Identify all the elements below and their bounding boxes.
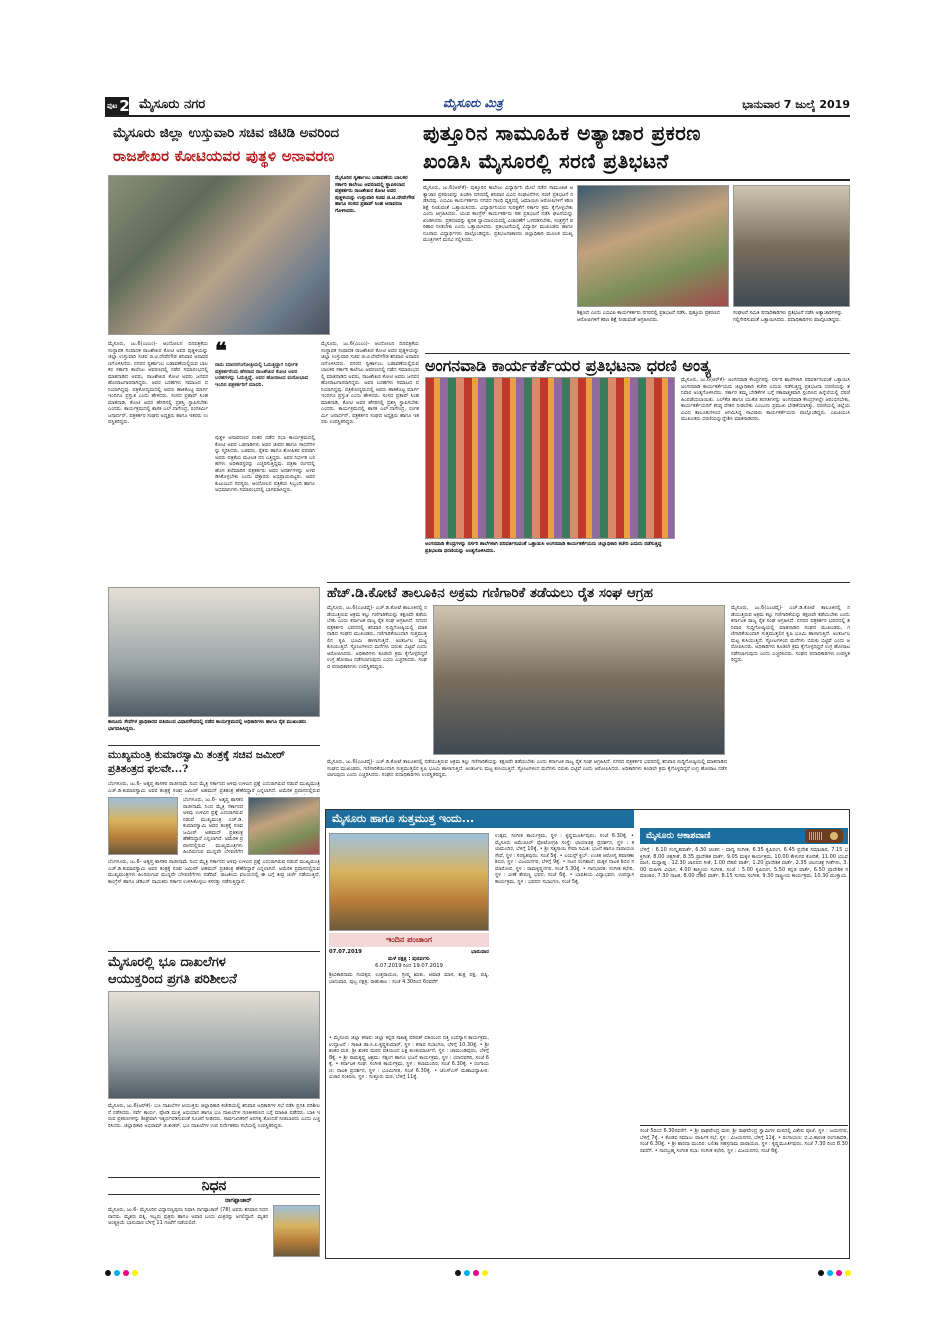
newspaper-page	[105, 95, 850, 1260]
page-number: 2	[119, 97, 130, 115]
anganwadi-protest-photo	[425, 377, 675, 539]
obituary-portrait	[273, 1205, 320, 1257]
registration-marks-right	[818, 1270, 851, 1276]
protest-photo-1	[577, 185, 729, 307]
story5-body-lead: ಬೆಂಗಳೂರು, ಜು.6- ಅತೃಪ್ತ ಶಾಸಕರ ರಾಜೀನಾಮೆ ನಿಂದ ಮೈತ್ರಿ ಸರ್ಕಾರದ ಅಳಿವು ಉಳಿವಿನ ಪ್ರಶ್ನೆ ಎದುರಾಗಿರುವ ನಡುವೆ ಮುಖ್ಯಮಂತ್ರಿ ಎಚ್.ಡಿ.ಕುಮಾರಸ್ವಾಮಿ ಅವರ ತಂತ್ರಕ್ಕೆ ಸಚಿವ ಜಮೀರ್ ಅಹಮದ್ ಪ್ರತಿತಂತ್ರ ಹೆಣೆದಿದ್ದಾರೆ ಎನ್ನಲಾಗಿದೆ. ಅಮೆರಿಕ ಪ್ರವಾಸದಲ್ಲಿರುವ	[108, 781, 320, 794]
page-number-tag	[105, 97, 129, 115]
story4-photo-caption: ಕಾನೂನು ಸೇವೆಗಳ ಪ್ರಾಧಿಕಾರದ ವತಿಯಿಂದ ವಿಧಾನಸೌಧದಲ್ಲಿ ನಡೆದ ಕಾರ್ಯಕ್ರಮದಲ್ಲಿ ಅಧಿಕಾರಿಗಳು ಹಾಗೂ ರೈತ ಮುಖಂಡರು ಭಾಗವಹಿಸಿದ್ದರು.	[108, 719, 307, 732]
story4-body-col3: ಮೈಸೂರು, ಜು.6(ಎಂಟಿವೈ)- ಎಚ್.ಡಿ.ಕೋಟೆ ತಾಲೂಕಿನಲ್ಲಿ ನಡೆಯುತ್ತಿರುವ ಅಕ್ರಮ ಕಲ್ಲು ಗಣಿಗಾರಿಕೆಯನ್ನು ತಕ್ಷಣವೇ ತಡೆಯಬೇಕು ಎಂದು ಕರ್ನಾಟಕ ರಾಜ್ಯ ರೈತ ಸಂಘ ಆಗ್ರಹಿಸಿದೆ. ನಗರದ ಪತ್ರಕರ್ತರ ಭವನದಲ್ಲಿ ಶನಿವಾರ ಸುದ್ದಿಗೋಷ್ಠಿಯಲ್ಲಿ ಮಾತನಾಡಿದ ಸಂಘದ ಮುಖಂಡರು, ಗಣಿಗಾರಿಕೆಯಿಂದಾಗಿ ಸುತ್ತಮುತ್ತಲಿನ ಕೃಷಿ ಭೂಮಿ ಹಾಳಾಗುತ್ತಿದೆ. ಅಂತರ್ಜಲ ಮಟ್ಟ ಕುಸಿಯುತ್ತಿದೆ. ಸ್ಫೋಟಗಳಿಂದ ಮನೆಗಳು ಬಿರುಕು ಬಿಟ್ಟಿವೆ ಎಂದು ಆರೋಪಿಸಿದರು. ಅಧಿಕಾರಿಗಳು ಕೂಡಲೇ ಕ್ರಮ ಕೈಗೊಳ್ಳದಿದ್ದರೆ ಉಗ್ರ ಹೋರಾಟ ನಡೆಸಲಾಗುವುದು ಎಂದು ಎಚ್ಚರಿಸಿದರು. ಸಂಘದ ಪದಾಧಿಕಾರಿಗಳು ಉಪಸ್ಥಿತರಿದ್ದರು.	[327, 759, 727, 778]
minister-photo-2	[248, 797, 320, 855]
story1-pull-quote	[215, 338, 315, 431]
obituary-headline: ನಿಧನ	[108, 1177, 320, 1195]
obituary-body: ಮೈಸೂರು, ಜು.6- ಮೈಸೂರಿನ ವಿದ್ಯಾರಣ್ಯಪುರಂ ನಿವಾಸಿ ನಾಗಪ್ಪಾಚಾರ್ (78) ಅವರು ಶನಿವಾರ ನಿಧನರಾದರು. ಮೃತರು ಪತ್ನಿ, ಇಬ್ಬರು ಪುತ್ರರು ಹಾಗೂ ಅಪಾರ ಬಂಧು ಮಿತ್ರರನ್ನು ಅಗಲಿದ್ದಾರೆ. ಮೃತರ ಅಂತ್ಯಕ್ರಿಯೆ ಭಾನುವಾರ ಬೆಳಿಗ್ಗೆ 11 ಗಂಟೆಗೆ ನಡೆಯಲಿದೆ.	[108, 1207, 268, 1226]
story4-body-col2: ಮೈಸೂರು, ಜು.6(ಎಂಟಿವೈ)- ಎಚ್.ಡಿ.ಕೋಟೆ ತಾಲೂಕಿನಲ್ಲಿ ನಡೆಯುತ್ತಿರುವ ಅಕ್ರಮ ಕಲ್ಲು ಗಣಿಗಾರಿಕೆಯನ್ನು ತಕ್ಷಣವೇ ತಡೆಯಬೇಕು ಎಂದು ಕರ್ನಾಟಕ ರಾಜ್ಯ ರೈತ ಸಂಘ ಆಗ್ರಹಿಸಿದೆ. ನಗರದ ಪತ್ರಕರ್ತರ ಭವನದಲ್ಲಿ ಶನಿವಾರ ಸುದ್ದಿಗೋಷ್ಠಿಯಲ್ಲಿ ಮಾತನಾಡಿದ ಸಂಘದ ಮುಖಂಡರು, ಗಣಿಗಾರಿಕೆಯಿಂದಾಗಿ ಸುತ್ತಮುತ್ತಲಿನ ಕೃಷಿ ಭೂಮಿ ಹಾಳಾಗುತ್ತಿದೆ. ಅಂತರ್ಜಲ ಮಟ್ಟ ಕುಸಿಯುತ್ತಿದೆ. ಸ್ಫೋಟಗಳಿಂದ ಮನೆಗಳು ಬಿರುಕು ಬಿಟ್ಟಿವೆ ಎಂದು ಆರೋಪಿಸಿದರು. ಅಧಿಕಾರಿಗಳು ಕೂಡಲೇ ಕ್ರಮ ಕೈಗೊಳ್ಳದಿದ್ದರೆ ಉಗ್ರ ಹೋರಾಟ ನಡೆಸಲಾಗುವುದು ಎಂದು ಎಚ್ಚರಿಸಿದರು. ಸಂಘದ ಪದಾಧಿಕಾರಿಗಳು ಉಪಸ್ಥಿತರಿದ್ದರು.	[731, 605, 850, 663]
date-line: ಭಾನುವಾರ 7 ಜುಲೈ 2019	[742, 98, 850, 111]
story6-headline-1: ಮೈಸೂರಲ್ಲಿ ಭೂ ದಾಖಲೆಗಳ	[108, 955, 226, 970]
events-col1: • ಮೈಸೂರು ಜಿಲ್ಲಾ ಕಸಾಪ: ಜಿಲ್ಲಾ ಕನ್ನಡ ಸಾಹಿತ್ಯ ಪರಿಷತ್ ವತಿಯಿಂದ ದತ್ತಿ ಉಪನ್ಯಾಸ ಕಾರ್ಯಕ್ರಮ, ಉದ್ಘಾಟನೆ : ಸಾಹಿತಿ ಡಾ.ಸಿ.ಪಿ.ಕೃಷ್ಣಕುಮಾರ್, ಸ್ಥಳ : ಕಸಾಪ ಸಭಾಂಗಣ, ಬೆಳಿಗ್ಗೆ 10.30ಕ್ಕೆ. • ಶ್ರೀ ಶಂಕರ ಮಠ: ಶ್ರೀ ಶಂಕರ ಮಠದ ವತಿಯಿಂದ ಲಕ್ಷ ಕುಂಕುಮಾರ್ಚನೆ, ಸ್ಥಳ : ಚಾಮುಂಡಿಪುರಂ, ಬೆಳಿಗ್ಗೆ 8ಕ್ಕೆ. • ಶ್ರೀ ರಾಮಕೃಷ್ಣ ಆಶ್ರಮ: ಸತ್ಸಂಗ ಹಾಗೂ ಭಜನೆ ಕಾರ್ಯಕ್ರಮ, ಸ್ಥಳ : ಯಾದವಗಿರಿ, ಸಂಜೆ 6ಕ್ಕೆ. • ಕರ್ನಾಟಕ ಸಂಘ: ಸಂಗೀತ ಕಾರ್ಯಕ್ರಮ, ಸ್ಥಳ : ಕಲಾಮಂದಿರ, ಸಂಜೆ 6.30ಕ್ಕೆ. • ರಂಗಾಯಣ: ನಾಟಕ ಪ್ರದರ್ಶನ, ಸ್ಥಳ : ಭೂಮಿಗೀತ, ಸಂಜೆ 6.30ಕ್ಕೆ. • ಜೆಎಸ್‌ಎಸ್ ಮಹಾವಿದ್ಯಾಪೀಠ: ವಿಚಾರ ಸಂಕಿರಣ, ಸ್ಥಳ : ಸುತ್ತೂರು ಮಠ, ಬೆಳಿಗ್ಗೆ 11ಕ್ಕೆ.	[329, 1035, 489, 1080]
events-box-title: ಮೈಸೂರು ಹಾಗೂ ಸುತ್ತಮುತ್ತ ಇಂದು...	[326, 810, 634, 828]
registration-marks-center	[455, 1270, 488, 1276]
minister-photo-1	[108, 797, 178, 855]
page-word: ಪುಟ	[107, 101, 118, 110]
story1-body-col1: ಮೈಸೂರು, ಜು.6(ಎಂಎಂ)- ಆಂದೋಲನ ದಿನಪತ್ರಿಕೆಯ ಸಂಸ್ಥಾಪಕ ಸಂಪಾದಕ ರಾಜಶೇಖರ ಕೋಟಿ ಅವರ ಪುತ್ಥಳಿಯನ್ನು ಜಿಲ್ಲಾ ಉಸ್ತುವಾರಿ ಸಚಿವ ಜಿ.ಟಿ.ದೇವೇಗೌಡ ಶನಿವಾರ ಅನಾವರಣಗೊಳಿಸಿದರು. ನಗರದ ಸ್ವರ್ಣಾಂಬ ಬಡಾವಣೆಯಲ್ಲಿರುವ ಬಾಲಕರ ಸರ್ಕಾರಿ ಕಾಲೇಜು ಆವರಣದಲ್ಲಿ ನಡೆದ ಸಮಾರಂಭದಲ್ಲಿ ಮಾತನಾಡಿದ ಅವರು, ರಾಜಶೇಖರ ಕೋಟಿ ಅವರು ಜನಪರ ಹೋರಾಟಗಾರರಾಗಿದ್ದರು. ಅವರ ಬರಹಗಳು ಸಮಾಜದ ದನಿಯಾಗಿದ್ದವು. ಪತ್ರಿಕೋದ್ಯಮದಲ್ಲಿ ಅವರು ಹಾಕಿಕೊಟ್ಟ ಮಾರ್ಗ ಇಂದಿಗೂ ಪ್ರಸ್ತುತ ಎಂದು ಹೇಳಿದರು. ಸಂಸದ ಪ್ರತಾಪ್ ಸಿಂಹ ಮಾತನಾಡಿ, ಕೋಟಿ ಅವರ ಹೆಸರಿನಲ್ಲಿ ಪ್ರಶಸ್ತಿ ಸ್ಥಾಪಿಸಬೇಕು ಎಂದರು. ಕಾರ್ಯಕ್ರಮದಲ್ಲಿ ಶಾಸಕ ಎಲ್.ನಾಗೇಂದ್ರ, ರಂಗಕರ್ಮಿ ಜನಾರ್ದನ್, ಪತ್ರಕರ್ತರ ಸಂಘದ ಅಧ್ಯಕ್ಷರು ಹಾಗೂ ಇತರರು ಉಪಸ್ಥಿತರಿದ್ದರು.	[108, 341, 208, 425]
panchanga-title: ಇಂದಿನ ಪಂಚಾಂಗ	[329, 933, 489, 947]
story3-body: ಮೈಸೂರು, ಜು.6(ಆರ್‌ಕೆ)- ಅಂಗನವಾಡಿ ಕೇಂದ್ರಗಳನ್ನು ನರ್ಸರಿ ಶಾಲೆಗಳಾಗಿ ಪರಿವರ್ತಿಸುವಂತೆ ಒತ್ತಾಯಿಸಿ ಅಂಗನವಾಡಿ ಕಾರ್ಯಕರ್ತೆಯರು ಜಿಲ್ಲಾಧಿಕಾರಿ ಕಚೇರಿ ಎದುರು ನಡೆಸುತ್ತಿದ್ದ ಪ್ರತಿಭಟನಾ ಧರಣಿಯನ್ನು ಶನಿವಾರ ಅಂತ್ಯಗೊಳಿಸಿದರು. ಸರ್ಕಾರ ತಮ್ಮ ಬೇಡಿಕೆಗಳ ಬಗ್ಗೆ ಸಕಾರಾತ್ಮಕವಾಗಿ ಸ್ಪಂದಿಸಿದ ಹಿನ್ನೆಲೆಯಲ್ಲಿ ಧರಣಿ ಹಿಂಪಡೆಯಲಾಯಿತು. ಎಲ್‌ಕೆಜಿ ಹಾಗೂ ಯುಕೆಜಿ ತರಗತಿಗಳನ್ನು ಅಂಗನವಾಡಿ ಕೇಂದ್ರಗಳಲ್ಲೇ ಆರಂಭಿಸಬೇಕು, ಕಾರ್ಯಕರ್ತೆಯರಿಗೆ ಕನಿಷ್ಠ ವೇತನ ನೀಡಬೇಕು ಎಂಬುದು ಪ್ರಮುಖ ಬೇಡಿಕೆಯಾಗಿತ್ತು. ಧರಣಿಯಲ್ಲಿ ಜಿಲ್ಲೆಯ ವಿವಿಧ ತಾಲೂಕುಗಳಿಂದ ಆಗಮಿಸಿದ್ದ ಸಾವಿರಾರು ಕಾರ್ಯಕರ್ತೆಯರು ಪಾಲ್ಗೊಂಡಿದ್ದರು. ಎಐಟಿಯುಸಿ ಮುಖಂಡರು ಧರಣಿಯನ್ನುದ್ದೇಶಿಸಿ ಮಾತನಾಡಿದರು.	[681, 377, 850, 422]
pull-quote-text: ನಾನು ಮಾನಸಗಂಗೋತ್ರಿಯಲ್ಲಿ ಓದುತ್ತಿದ್ದಾಗ ನಿರ್ಭೀತ ಪತ್ರಕರ್ತರೆಂದು ಹೆಸರಾದ ರಾಜಶೇಖರ ಕೋಟಿ ಅವರ ಬರಹಗಳನ್ನು ಓದುತ್ತಿದ್ದೆ. ಅವರ ಹೋರಾಟದ ಮನೋಭಾವ ಇಂದಿನ ಪತ್ರಕರ್ತರಿಗೆ ಮಾದರಿ.	[215, 362, 309, 388]
story1-headline-2: ರಾಜಶೇಖರ ಕೋಟಿಯವರ ಪುತ್ಥಳಿ ಅನಾವರಣ	[113, 147, 335, 165]
story5-body-mid: ಬೆಂಗಳೂರು, ಜು.6- ಅತೃಪ್ತ ಶಾಸಕರ ರಾಜೀನಾಮೆ ನಿಂದ ಮೈತ್ರಿ ಸರ್ಕಾರದ ಅಳಿವು ಉಳಿವಿನ ಪ್ರಶ್ನೆ ಎದುರಾಗಿರುವ ನಡುವೆ ಮುಖ್ಯಮಂತ್ರಿ ಎಚ್.ಡಿ.ಕುಮಾರಸ್ವಾಮಿ ಅವರ ತಂತ್ರಕ್ಕೆ ಸಚಿವ ಜಮೀರ್ ಅಹಮದ್ ಪ್ರತಿತಂತ್ರ ಹೆಣೆದಿದ್ದಾರೆ ಎನ್ನಲಾಗಿದೆ. ಅಮೆರಿಕ ಪ್ರವಾಸದಲ್ಲಿರುವ ಮುಖ್ಯಮಂತ್ರಿಗಳು ಹಿಂದಿರುಗುವ ಮುನ್ನವೇ ಬೆಳವಣಿಗೆಗ	[183, 797, 243, 855]
story4-headline: ಹೆಚ್.ಡಿ.ಕೋಟೆ ತಾಲೂಕಿನ ಅಕ್ರಮ ಗಣಿಗಾರಿಕೆ ತಡೆಯಲು ರೈತ ಸಂಘ ಆಗ್ರಹ	[327, 582, 850, 601]
land-records-meeting-photo	[108, 991, 320, 1099]
story4-body-col1: ಮೈಸೂರು, ಜು.6(ಎಂಟಿವೈ)- ಎಚ್.ಡಿ.ಕೋಟೆ ತಾಲೂಕಿನಲ್ಲಿ ನಡೆಯುತ್ತಿರುವ ಅಕ್ರಮ ಕಲ್ಲು ಗಣಿಗಾರಿಕೆಯನ್ನು ತಕ್ಷಣವೇ ತಡೆಯಬೇಕು ಎಂದು ಕರ್ನಾಟಕ ರಾಜ್ಯ ರೈತ ಸಂಘ ಆಗ್ರಹಿಸಿದೆ. ನಗರದ ಪತ್ರಕರ್ತರ ಭವನದಲ್ಲಿ ಶನಿವಾರ ಸುದ್ದಿಗೋಷ್ಠಿಯಲ್ಲಿ ಮಾತನಾಡಿದ ಸಂಘದ ಮುಖಂಡರು, ಗಣಿಗಾರಿಕೆಯಿಂದಾಗಿ ಸುತ್ತಮುತ್ತಲಿನ ಕೃಷಿ ಭೂಮಿ ಹಾಳಾಗುತ್ತಿದೆ. ಅಂತರ್ಜಲ ಮಟ್ಟ ಕುಸಿಯುತ್ತಿದೆ. ಸ್ಫೋಟಗಳಿಂದ ಮನೆಗಳು ಬಿರುಕು ಬಿಟ್ಟಿವೆ ಎಂದು ಆರೋಪಿಸಿದರು. ಅಧಿಕಾರಿಗಳು ಕೂಡಲೇ ಕ್ರಮ ಕೈಗೊಳ್ಳದಿದ್ದರೆ ಉಗ್ರ ಹೋರಾಟ ನಡೆಸಲಾಗುವುದು ಎಂದು ಎಚ್ಚರಿಸಿದರು. ಸಂಘದ ಪದಾಧಿಕಾರಿಗಳು ಉಪಸ್ಥಿತರಿದ್ದರು.	[327, 605, 427, 670]
section-name: ಮೈಸೂರು ನಗರ	[139, 97, 206, 112]
registration-marks-left	[105, 1270, 138, 1276]
protest-photo-2	[733, 185, 850, 307]
story1-body-col3: ಮೈಸೂರು, ಜು.6(ಎಂಎಂ)- ಆಂದೋಲನ ದಿನಪತ್ರಿಕೆಯ ಸಂಸ್ಥಾಪಕ ಸಂಪಾದಕ ರಾಜಶೇಖರ ಕೋಟಿ ಅವರ ಪುತ್ಥಳಿಯನ್ನು ಜಿಲ್ಲಾ ಉಸ್ತುವಾರಿ ಸಚಿವ ಜಿ.ಟಿ.ದೇವೇಗೌಡ ಶನಿವಾರ ಅನಾವರಣಗೊಳಿಸಿದರು. ನಗರದ ಸ್ವರ್ಣಾಂಬ ಬಡಾವಣೆಯಲ್ಲಿರುವ ಬಾಲಕರ ಸರ್ಕಾರಿ ಕಾಲೇಜು ಆವರಣದಲ್ಲಿ ನಡೆದ ಸಮಾರಂಭದಲ್ಲಿ ಮಾತನಾಡಿದ ಅವರು, ರಾಜಶೇಖರ ಕೋಟಿ ಅವರು ಜನಪರ ಹೋರಾಟಗಾರರಾಗಿದ್ದರು. ಅವರ ಬರಹಗಳು ಸಮಾಜದ ದನಿಯಾಗಿದ್ದವು. ಪತ್ರಿಕೋದ್ಯಮದಲ್ಲಿ ಅವರು ಹಾಕಿಕೊಟ್ಟ ಮಾರ್ಗ ಇಂದಿಗೂ ಪ್ರಸ್ತುತ ಎಂದು ಹೇಳಿದರು. ಸಂಸದ ಪ್ರತಾಪ್ ಸಿಂಹ ಮಾತನಾಡಿ, ಕೋಟಿ ಅವರ ಹೆಸರಿನಲ್ಲಿ ಪ್ರಶಸ್ತಿ ಸ್ಥಾಪಿಸಬೇಕು ಎಂದರು. ಕಾರ್ಯಕ್ರಮದಲ್ಲಿ ಶಾಸಕ ಎಲ್.ನಾಗೇಂದ್ರ, ರಂಗಕರ್ಮಿ ಜನಾರ್ದನ್, ಪತ್ರಕರ್ತರ ಸಂಘದ ಅಧ್ಯಕ್ಷರು ಹಾಗೂ ಇತರರು ಉಪಸ್ಥಿತರಿದ್ದರು.	[321, 341, 419, 425]
panchanga-date: 07.07.2019	[329, 949, 362, 955]
story5-headline: ಮುಖ್ಯಮಂತ್ರಿ ಕುಮಾರಸ್ವಾಮಿ ತಂತ್ರಕ್ಕೆ ಸಚಿವ ಜಮೀರ್ ಪ್ರತಿತಂತ್ರದ ಫಲವೇ...?	[108, 745, 320, 776]
story2-body: ಮೈಸೂರು, ಜು.6(ಆರ್‌ಕೆ)- ಪುತ್ತೂರಿನ ಕಾಲೇಜು ವಿದ್ಯಾರ್ಥಿನಿ ಮೇಲೆ ನಡೆದ ಸಾಮೂಹಿಕ ಅತ್ಯಾಚಾರ ಪ್ರಕರಣವನ್ನು ಖಂಡಿಸಿ ನಗರದಲ್ಲಿ ಶನಿವಾರ ವಿವಿಧ ಸಂಘಟನೆಗಳು ಸರಣಿ ಪ್ರತಿಭಟನೆ ನಡೆಸಿದವು. ಎಬಿವಿಪಿ ಕಾರ್ಯಕರ್ತರು ನಗರದ ಗಾಂಧಿ ವೃತ್ತದಲ್ಲಿ ಜಮಾಯಿಸಿ ಆರೋಪಿಗಳಿಗೆ ಕಠಿಣ ಶಿಕ್ಷೆ ನೀಡುವಂತೆ ಒತ್ತಾಯಿಸಿದರು. ವಿದ್ಯಾರ್ಥಿನಿಯರ ಸುರಕ್ಷತೆಗೆ ಸರ್ಕಾರ ಕ್ರಮ ಕೈಗೊಳ್ಳಬೇಕು ಎಂದು ಆಗ್ರಹಿಸಿದರು. ಯುವ ಕಾಂಗ್ರೆಸ್ ಕಾರ್ಯಕರ್ತರು ಸಹ ಪ್ರತಿಭಟನೆ ನಡೆಸಿ ಘಟನೆಯನ್ನು ಖಂಡಿಸಿದರು. ಪ್ರಕರಣವನ್ನು ತ್ವರಿತ ನ್ಯಾಯಾಲಯದಲ್ಲಿ ವಿಚಾರಣೆಗೆ ಒಳಪಡಿಸಬೇಕು, ಸಂತ್ರಸ್ತೆಗೆ ಪರಿಹಾರ ನೀಡಬೇಕು ಎಂದು ಒತ್ತಾಯಿಸಿದರು. ಪ್ರತಿಭಟನೆಯಲ್ಲಿ ವಿದ್ಯಾರ್ಥಿ ಮುಖಂಡರು ಹಾಗೂ ನೂರಾರು ವಿದ್ಯಾರ್ಥಿಗಳು ಪಾಲ್ಗೊಂಡಿದ್ದರು. ಪ್ರತಿಭಟನಾಕಾರರು ಜಿಲ್ಲಾಧಿಕಾರಿ ಮೂಲಕ ಮುಖ್ಯಮಂತ್ರಿಗಳಿಗೆ ಮನವಿ ಸಲ್ಲಿಸಿದರು.	[423, 185, 573, 243]
panchanga-range: 6.07.2019 ರಿಂದ 19.07.2019	[375, 963, 443, 969]
story1-headline-1: ಮೈಸೂರು ಜಿಲ್ಲಾ ಉಸ್ತುವಾರಿ ಸಚಿವ ಜಿಟಿಡಿ ಅವರಿಂದ	[113, 125, 340, 141]
masthead	[105, 95, 850, 117]
story2-caption-2: ಸಂಘಟನೆ ಸಮಿತಿ ಪದಾಧಿಕಾರಿಗಳು ಪ್ರತಿಭಟನೆ ನಡೆಸಿ ಅತ್ಯಾಚಾರಿಗಳನ್ನು ಗಲ್ಲಿಗೇರಿಸುವಂತೆ ಒತ್ತಾಯಿಸಿದರು. ಪದಾಧಿಕಾರಿಗಳು ಪಾಲ್ಗೊಂಡಿದ್ದರು.	[733, 310, 843, 323]
story1-photo-caption: ಮೈಸೂರಿನ ಸ್ವರ್ಣಾಂಬ ಬಡಾವಣೆಯ ಬಾಲಕರ ಸರ್ಕಾರಿ ಕಾಲೇಜು ಆವರಣದಲ್ಲಿ ಸ್ಥಾಪಿಸಲಾದ ಪತ್ರಕರ್ತರು ರಾಜಶೇಖರ ಕೋಟಿ ಅವರ ಪುತ್ಥಳಿಯನ್ನು ಉಸ್ತುವಾರಿ ಸಚಿವ ಜಿ.ಟಿ.ದೇವೇಗೌಡ ಹಾಗೂ ಸಂಸದ ಪ್ರತಾಪ್ ಸಿಂಹ ಅನಾವರಣ ಗೊಳಿಸಿದರು.	[335, 175, 415, 214]
statue-unveiling-photo	[108, 175, 330, 335]
panchanga-date-row	[329, 949, 489, 956]
story6-body: ಮೈಸೂರು, ಜು.6(ಆರ್‌ಕೆ)- ಭೂ ದಾಖಲೆಗಳ ಆಯುಕ್ತರು ಜಿಲ್ಲಾಧಿಕಾರಿ ಕಚೇರಿಯಲ್ಲಿ ಶನಿವಾರ ಅಧಿಕಾರಿಗಳ ಸಭೆ ನಡೆಸಿ ಪ್ರಗತಿ ಪರಿಶೀಲನೆ ನಡೆಸಿದರು. ಸರ್ವೆ ಕಾರ್ಯ, ಪೋಡಿ ಮುಕ್ತ ಅಭಿಯಾನ ಹಾಗೂ ಭೂ ದಾಖಲೆಗಳ ಗಣಕೀಕರಣದ ಬಗ್ಗೆ ಮಾಹಿತಿ ಪಡೆದರು. ಬಾಕಿ ಇರುವ ಪ್ರಕರಣಗಳನ್ನು ಶೀಘ್ರವಾಗಿ ಇತ್ಯರ್ಥಪಡಿಸುವಂತೆ ಸೂಚನೆ ನೀಡಿದರು. ಸಾರ್ವಜನಿಕರಿಗೆ ಅನಗತ್ಯ ತೊಂದರೆ ನೀಡಬಾರದು ಎಂದು ಎಚ್ಚರಿಸಿದರು. ಜಿಲ್ಲಾಧಿಕಾರಿ ಅಭಿರಾಮ್ ಜಿ.ಶಂಕರ್, ಭೂ ದಾಖಲೆಗಳ ಉಪ ನಿರ್ದೇಶಕರು ಸಭೆಯಲ್ಲಿ ಉಪಸ್ಥಿತರಿದ್ದರು.	[108, 1103, 320, 1129]
panchanga-star: ಮಳೆ ನಕ್ಷತ್ರ : ಪುನರ್ವಸು	[388, 956, 430, 962]
paper-logo: ಮೈಸೂರು ಮಿತ್ರ	[443, 96, 503, 110]
story1-body-col2: ಪುತ್ಥಳಿ ಅನಾವರಣದ ನಂತರ ನಡೆದ ಸಭಾ ಕಾರ್ಯಕ್ರಮದಲ್ಲಿ ಕೋಟಿ ಅವರ ಒಡನಾಡಿಗಳು ಅವರ ಜೀವನ ಹಾಗೂ ಸಾಧನೆಗಳನ್ನು ಸ್ಮರಿಸಿದರು. ಬಡವರು, ರೈತರು ಹಾಗೂ ಶೋಷಿತರ ಪರವಾಗಿ ಅವರು ಪತ್ರಿಕೆಯ ಮೂಲಕ ದನಿ ಎತ್ತಿದ್ದರು. ಅವರ ನಿರ್ಭೀತ ಬರಹಗಳು ಅಧಿಕಾರಸ್ಥರನ್ನು ಎಚ್ಚರಿಸುತ್ತಿದ್ದವು. ಪತ್ರಿಕಾ ರಂಗದಲ್ಲಿ ಹೊಸ ತಲೆಮಾರಿನ ಪತ್ರಕರ್ತರು ಅವರ ಆದರ್ಶಗಳನ್ನು ಅಳವಡಿಸಿಕೊಳ್ಳಬೇಕು ಎಂದು ವಕ್ತಾರರು ಅಭಿಪ್ರಾಯಪಟ್ಟರು. ಅವರ ಕುಟುಂಬದ ಸದಸ್ಯರು, ಆಂದೋಲನ ಪತ್ರಿಕೆಯ ಸಿಬ್ಬಂದಿ ಹಾಗೂ ಅಭಿಮಾನಿಗಳು ಸಮಾರಂಭದಲ್ಲಿ ಭಾಗವಹಿಸಿದ್ದರು.	[215, 435, 315, 493]
story3-caption: ಅಂಗನವಾಡಿ ಕೇಂದ್ರಗಳನ್ನು ನರ್ಸರಿ ಶಾಲೆಗಳಾಗಿ ಪರಿವರ್ತಿಸುವಂತೆ ಒತ್ತಾಯಿಸಿ ಅಂಗನವಾಡಿ ಕಾರ್ಯಕರ್ತೆಯರು ಜಿಲ್ಲಾಧಿಕಾರಿ ಕಚೇರಿ ಎದುರು ನಡೆಸುತ್ತಿದ್ದ ಪ್ರತಿಭಟನಾ ಧರಣಿಯನ್ನು ಅಂತ್ಯಗೊಳಿಸಿದರು.	[425, 541, 662, 554]
panchanga-block	[329, 949, 489, 1031]
story5-body: ಬೆಂಗಳೂರು, ಜು.6- ಅತೃಪ್ತ ಶಾಸಕರ ರಾಜೀನಾಮೆ ನಿಂದ ಮೈತ್ರಿ ಸರ್ಕಾರದ ಅಳಿವು ಉಳಿವಿನ ಪ್ರಶ್ನೆ ಎದುರಾಗಿರುವ ನಡುವೆ ಮುಖ್ಯಮಂತ್ರಿ ಎಚ್.ಡಿ.ಕುಮಾರಸ್ವಾಮಿ ಅವರ ತಂತ್ರಕ್ಕೆ ಸಚಿವ ಜಮೀರ್ ಅಹಮದ್ ಪ್ರತಿತಂತ್ರ ಹೆಣೆದಿದ್ದಾರೆ ಎನ್ನಲಾಗಿದೆ. ಅಮೆರಿಕ ಪ್ರವಾಸದಲ್ಲಿರುವ ಮುಖ್ಯಮಂತ್ರಿಗಳು ಹಿಂದಿರುಗುವ ಮುನ್ನವೇ ಬೆಳವಣಿಗೆಗಳು ನಡೆದಿವೆ. ರಾಜಕೀಯ ವಲಯದಲ್ಲಿ ಈ ಬಗ್ಗೆ ತೀವ್ರ ಚರ್ಚೆ ನಡೆಯುತ್ತಿದೆ. ಕಾಂಗ್ರೆಸ್ ಹಾಗೂ ಜೆಡಿಎಸ್ ನಾಯಕರು ಸರ್ಕಾರ ಉಳಿಸಿಕೊಳ್ಳಲು ಕಸರತ್ತು ನಡೆಸುತ್ತಿದ್ದಾರೆ.	[108, 859, 320, 885]
story3-headline: ಅಂಗನವಾಡಿ ಕಾರ್ಯಕರ್ತೆಯರ ಪ್ರತಿಭಟನಾ ಧರಣಿ ಅಂತ್ಯ	[425, 353, 850, 376]
quote-icon: ❝	[215, 338, 227, 364]
story2-caption-1: ಶಿಕ್ಷಣದ ಎಂದು ಎಬಿವಿಪಿ ಕಾರ್ಯಕರ್ತರು ನಗರದಲ್ಲಿ ಪ್ರತಿಭಟನೆ ನಡೆಸಿ, ಪುತ್ತೂರು ಪ್ರಕರಣದ ಆರೋಪಿಗಳಿಗೆ ಕಠಿಣ ಶಿಕ್ಷೆ ನೀಡುವಂತೆ ಆಗ್ರಹಿಸಿದರು.	[577, 310, 720, 323]
obituary-name: ನಾಗಪ್ಪಾಚಾರ್	[225, 1197, 252, 1204]
events-col2: ಉತ್ಸವ, ಸಂಗೀತ ಕಾರ್ಯಕ್ರಮ, ಸ್ಥಳ : ಕೃಷ್ಣಮೂರ್ತಿಪುರಂ, ಸಂಜೆ 6.30ಕ್ಕೆ. • ಮೈಸೂರು ಅಮೆಚೂರ್ ಫೋಟೋಗ್ರಫಿ ಸಂಸ್ಥೆ: ಛಾಯಾಚಿತ್ರ ಪ್ರದರ್ಶನ, ಸ್ಥಳ : ಕಲಾಮಂದಿರ, ಬೆಳಿಗ್ಗೆ 10ಕ್ಕೆ. • ಶ್ರೀ ಸತ್ಯಸಾಯಿ ಸೇವಾ ಸಮಿತಿ: ಭಜನೆ ಹಾಗೂ ನಾರಾಯಣ ಸೇವೆ, ಸ್ಥಳ : ಸರಸ್ವತಿಪುರಂ, ಸಂಜೆ 5ಕ್ಕೆ. • ಲಯನ್ಸ್ ಕ್ಲಬ್: ಉಚಿತ ಆರೋಗ್ಯ ತಪಾಸಣಾ ಶಿಬಿರ, ಸ್ಥಳ : ವಿಜಯನಗರ, ಬೆಳಿಗ್ಗೆ 9ಕ್ಕೆ. • ನಟನ ರಂಗಶಾಲೆ: ಮಕ್ಕಳ ನಾಟಕ ಶಿಬಿರ ಸಮಾರೋಪ, ಸ್ಥಳ : ರಾಮಕೃಷ್ಣನಗರ, ಸಂಜೆ 5.30ಕ್ಕೆ. • ಗಾನಭಾರತಿ: ಸಂಗೀತ ಕಛೇರಿ, ಸ್ಥಳ : ವೀಣೆ ಶೇಷಣ್ಣ ಭವನ, ಸಂಜೆ 6ಕ್ಕೆ. • ಭಾರತೀಯ ವಿದ್ಯಾಭವನ: ಉಪನ್ಯಾಸ ಕಾರ್ಯಕ್ರಮ, ಸ್ಥಳ : ಭವನದ ಸಭಾಂಗಣ, ಸಂಜೆ 5ಕ್ಕೆ.	[495, 833, 634, 885]
radio-title: ಮೈಸೂರು ಆಕಾಶವಾಣಿ	[640, 828, 848, 844]
events-col3: ಸಂಜೆ 5ರಿಂದ 6.30ರವರೆಗೆ. • ಶ್ರೀ ರಾಘವೇಂದ್ರ ಮಠ: ಶ್ರೀ ರಾಘವೇಂದ್ರ ಸ್ವಾಮಿಗಳ ಮಠದಲ್ಲಿ ವಿಶೇಷ ಪೂಜೆ, ಸ್ಥಳ : ಜಯನಗರ, ಬೆಳಿಗ್ಗೆ 7ಕ್ಕೆ. • ಕೊಡವ ಸಮಾಜ: ವಾರ್ಷಿಕ ಸಭೆ, ಸ್ಥಳ : ವಿಜಯನಗರ, ಬೆಳಿಗ್ಗೆ 11ಕ್ಕೆ. • ರಂಗಾಯಣ: ಬಿ.ವಿ.ಕಾರಂತ ರಂಗಚಾವಡಿ, ಸಂಜೆ 6.30ಕ್ಕೆ. • ಶ್ರೀ ಶಾರದಾ ಮಂದಿರ: ಲಲಿತಾ ಸಹಸ್ರನಾಮ ಪಾರಾಯಣ, ಸ್ಥಳ : ಕೃಷ್ಣಮೂರ್ತಿಪುರಂ, ಸಂಜೆ 7.30 ರಿಂದ 8.30ರವರೆಗೆ. • ನಾದಬ್ರಹ್ಮ ಸಂಗೀತ ಸಭಾ: ಸಂಗೀತ ಕಛೇರಿ, ಸ್ಥಳ : ವಿಜಯನಗರ, ಸಂಜೆ 6ಕ್ಕೆ.	[640, 1125, 848, 1257]
story2-headline-block	[423, 121, 850, 181]
radio-icon	[805, 829, 843, 843]
story2-headline-2: ಖಂಡಿಸಿ ಮೈಸೂರಲ್ಲಿ ಸರಣಿ ಪ್ರತಿಭಟನೆ	[423, 149, 669, 173]
story2-headline-1: ಪುತ್ತೂರಿನ ಸಾಮೂಹಿಕ ಅತ್ಯಾಚಾರ ಪ್ರಕರಣ	[423, 121, 701, 145]
story6-headline	[108, 951, 320, 988]
radio-schedule: ಬೆಳಿಗ್ಗೆ : 6.10 ಸಂಸ್ಕೃತವಾರ್ತೆ, 6.30 ಚಿಂತನ - ವಾದ್ಯ ಸಂಗೀತ, 6.35 ಕೃಷಿರಂಗ, 6.45 ಪ್ರದೇಶ ಸಮಾಚಾರ, 7.15 ಭಕ್ತಿಗೀತೆ, 8.00 ಚಿತ್ರಗೀತೆ, 8.35 ಪ್ರಾದೇಶಿಕ ವಾರ್ತೆ, 9.05 ಮಕ್ಕಳ ಕಾರ್ಯಕ್ರಮ, 10.00 ಕೇಳುಗರ ಕೋರಿಕೆ, 11.00 ಯುವವಾಣಿ, ಮಧ್ಯಾಹ್ನ : 12.30 ಜಾನಪದ ಗೀತೆ, 1.00 ದೆಹಲಿ ವಾರ್ತೆ, 1.20 ಪ್ರಾದೇಶಿಕ ವಾರ್ತೆ, 2.35 ಚಲನಚಿತ್ರ ಗೀತೆಗಳು, 3.00 ಮಹಿಳಾ ವಿಭಾಗ, 4.00 ಶಾಸ್ತ್ರೀಯ ಸಂಗೀತ, ಸಂಜೆ : 5.00 ಕೃಷಿರಂಗ, 5.50 ಕನ್ನಡ ವಾರ್ತೆ, 6.50 ಪ್ರಾದೇಶಿಕ ಸಮಾಚಾರ, 7.30 ನಾಟಕ, 8.00 ದೆಹಲಿ ವಾರ್ತೆ, 8.15 ಸುಗಮ ಸಂಗೀತ, 9.30 ರಾಷ್ಟ್ರೀಯ ಕಾರ್ಯಕ್ರಮ, 10.30 ಮುಕ್ತಾಯ.	[640, 847, 848, 879]
press-meet-photo	[433, 605, 725, 755]
story6-headline-2: ಆಯುಕ್ತರಿಂದ ಪ್ರಗತಿ ಪರಿಶೀಲನೆ	[108, 972, 237, 987]
panchanga-day: ಭಾನುವಾರ	[471, 949, 489, 955]
mysore-palace-photo	[329, 833, 489, 931]
panchanga-body: ಶ್ರೀವಿಕಾರಿನಾಮ ಸಂವತ್ಸರ, ಉತ್ತರಾಯಣ, ಗ್ರೀಷ್ಮ ಋತು, ಆಷಾಢ ಮಾಸ, ಶುಕ್ಲ ಪಕ್ಷ, ಷಷ್ಠಿ, ಭಾನುವಾರ, ಪುಬ್ಬ ನಕ್ಷತ್ರ. ರಾಹುಕಾಲ : ಸಂಜೆ 4.30ರಿಂದ 6ರವರೆಗೆ	[329, 972, 489, 985]
meeting-photo	[108, 587, 320, 717]
